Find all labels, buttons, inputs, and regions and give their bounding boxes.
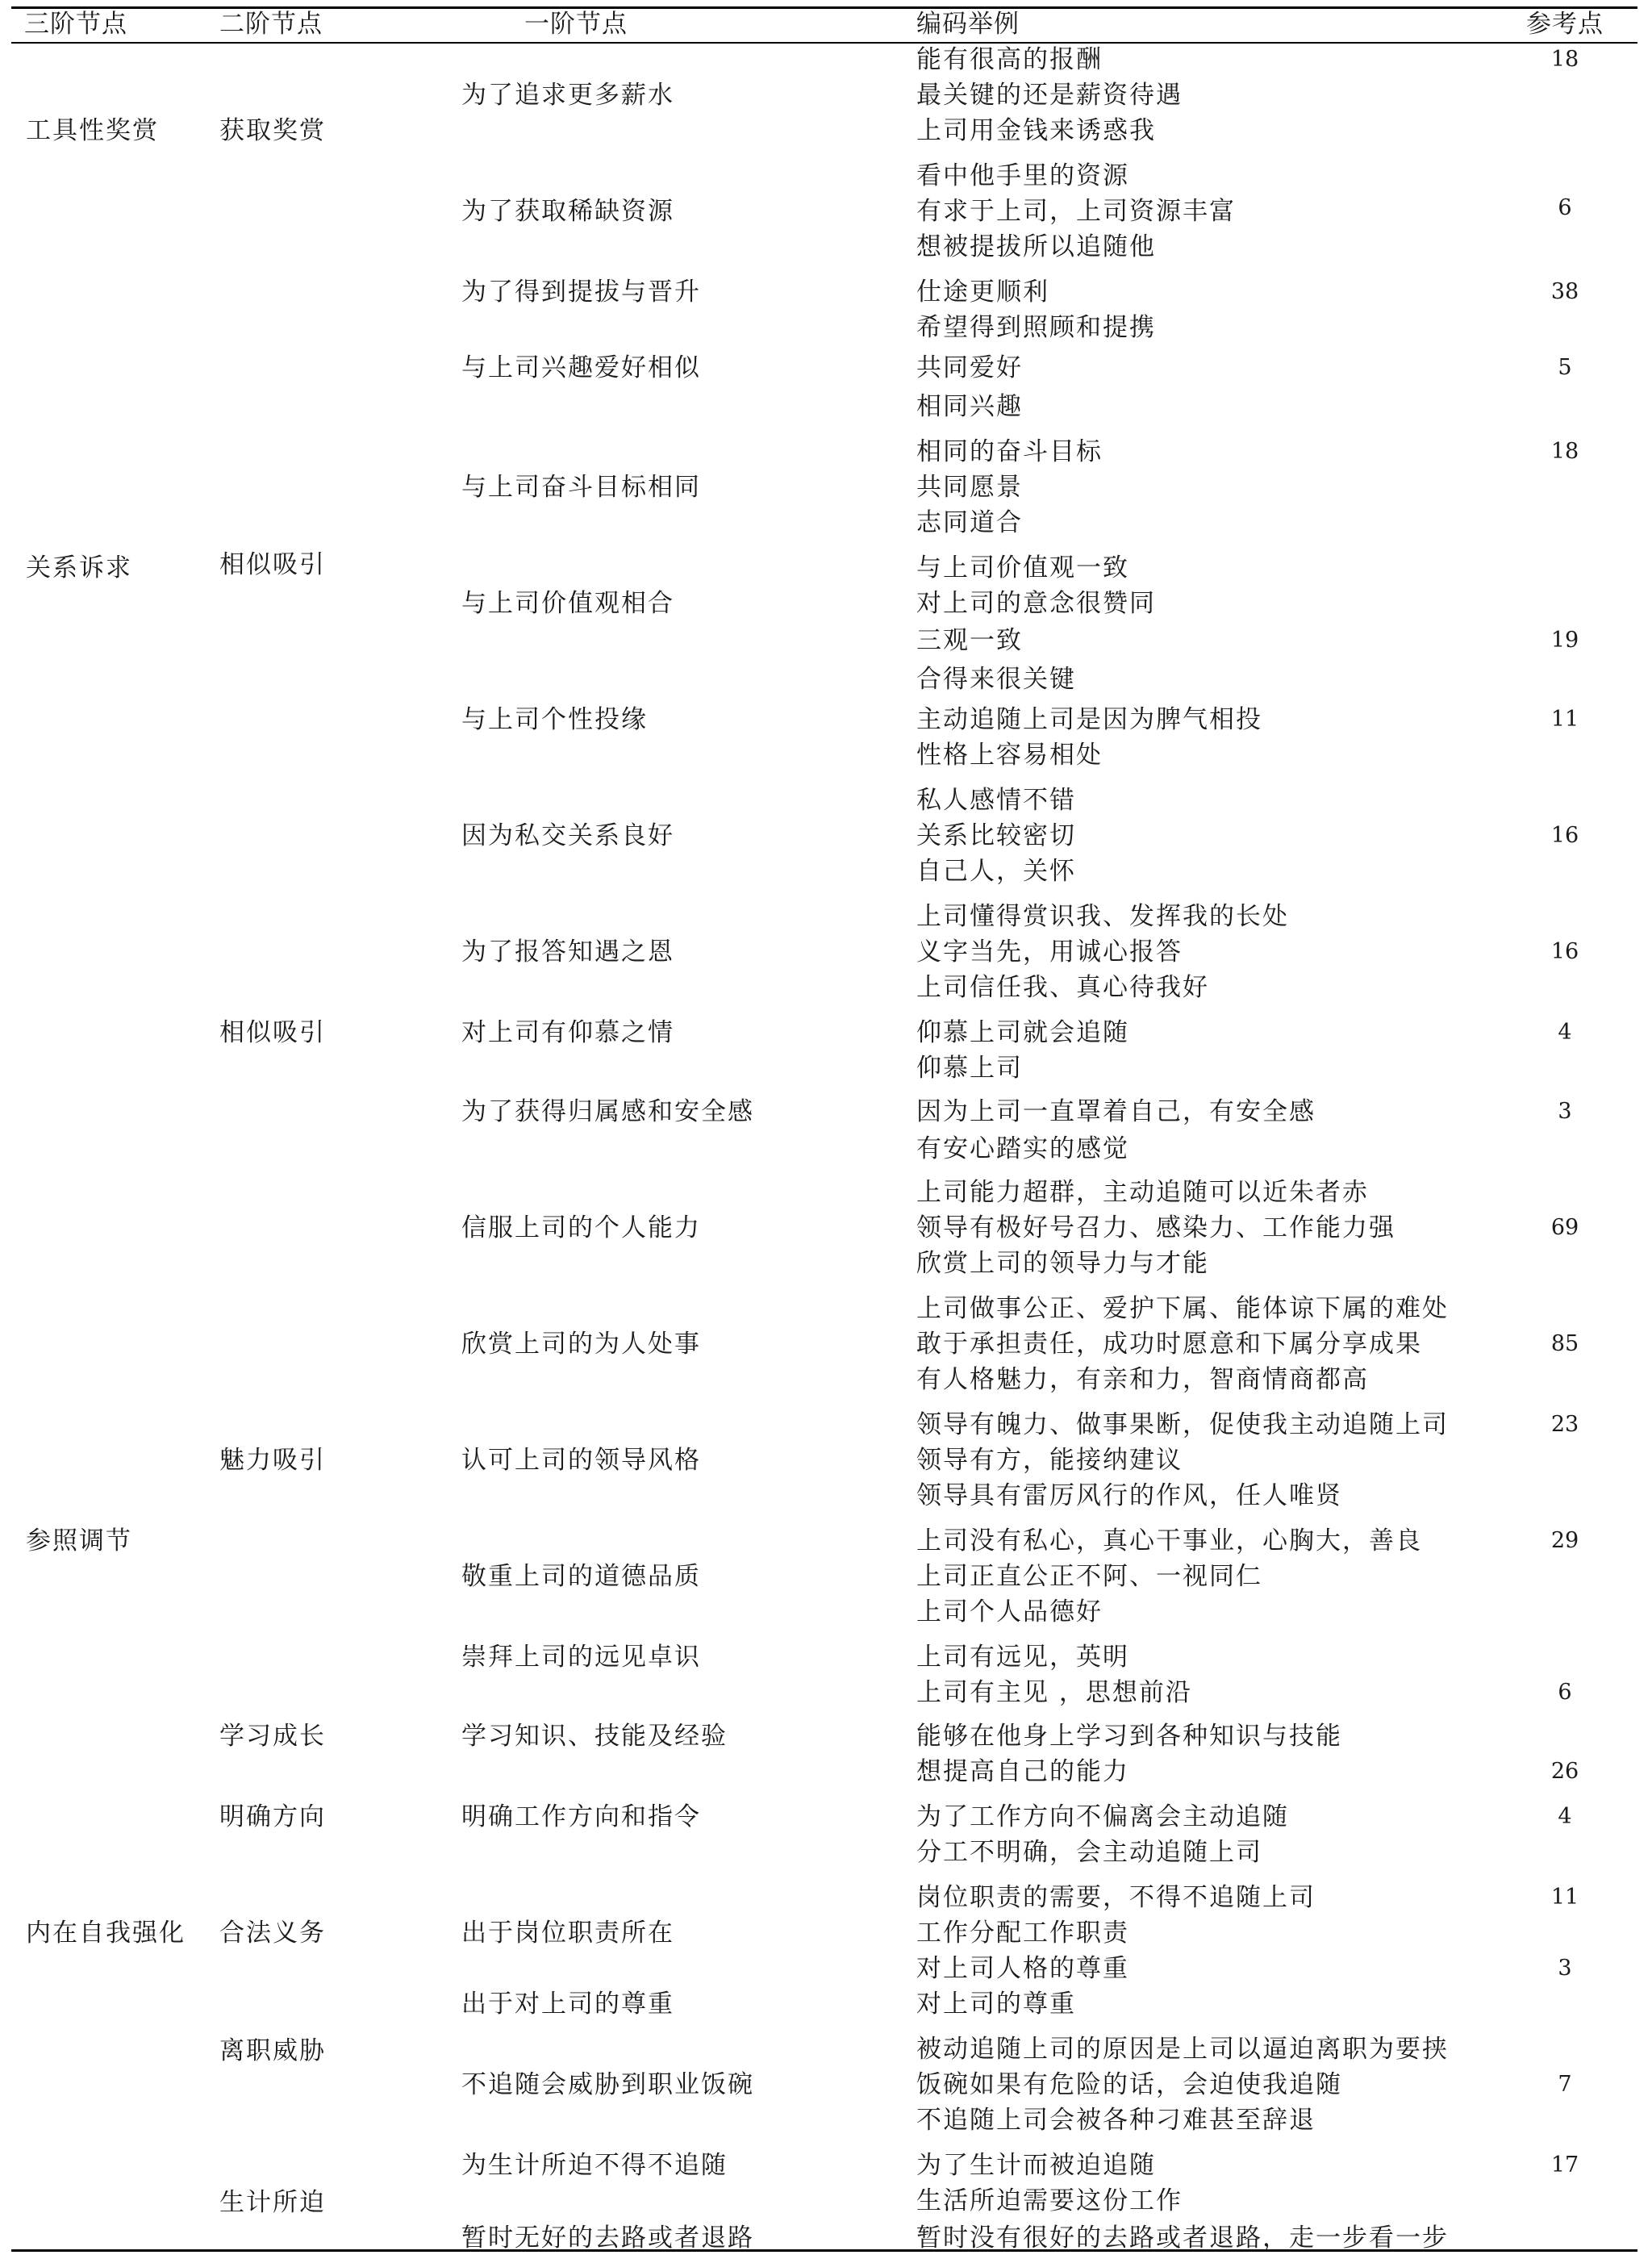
example-line: 领导有极好号召力、感染力、工作能力强 <box>916 1213 1395 1242</box>
tier1-cell: 为生计所迫不得不追随 <box>461 2151 728 2180</box>
example-line: 上司个人品德好 <box>916 1597 1103 1626</box>
ref-count: 4 <box>1558 1804 1572 1829</box>
header-tier1: 一阶节点 <box>524 10 628 39</box>
ref-count: 18 <box>1550 439 1579 464</box>
ref-count: 11 <box>1550 707 1579 732</box>
example-line: 生活所迫需要这份工作 <box>916 2186 1183 2215</box>
example-line: 分工不明确，会主动追随上司 <box>916 1838 1262 1867</box>
ref-count: 5 <box>1558 355 1572 380</box>
tier1-cell: 欣赏上司的为人处事 <box>461 1330 701 1359</box>
tier1-cell: 与上司个性投缘 <box>461 705 648 734</box>
tier2-cell: 获取奖赏 <box>219 116 326 145</box>
table-top-rule <box>11 6 1637 9</box>
ref-count: 11 <box>1550 1885 1579 1910</box>
tier1-cell: 与上司兴趣爱好相似 <box>461 353 701 382</box>
ref-count: 18 <box>1550 47 1579 72</box>
example-line: 自己人，关怀 <box>916 857 1076 886</box>
tier2-cell: 生计所迫 <box>219 2188 326 2217</box>
example-line: 上司正直公正不阿、一视同仁 <box>916 1562 1262 1591</box>
example-line: 上司有远见，英明 <box>916 1643 1129 1672</box>
ref-count: 69 <box>1550 1215 1579 1240</box>
tier1-cell: 对上司有仰慕之情 <box>461 1018 674 1047</box>
tier1-cell: 为了得到提拔与晋升 <box>461 278 701 307</box>
example-line: 共同愿景 <box>916 473 1023 502</box>
header-refs: 参考点 <box>1526 10 1604 39</box>
example-line: 为了生计而被迫追随 <box>916 2151 1156 2180</box>
tier2-cell: 合法义务 <box>219 1919 326 1948</box>
ref-count: 23 <box>1550 1412 1579 1437</box>
example-line: 暂时没有很好的去路或者退路，走一步看一步 <box>916 2224 1449 2253</box>
example-line: 上司没有私心，真心干事业，心胸大，善良 <box>916 1526 1422 1555</box>
ref-count: 26 <box>1550 1759 1579 1784</box>
header-examples: 编码举例 <box>916 10 1020 39</box>
example-line: 有安心踏实的感觉 <box>916 1134 1129 1163</box>
example-line: 上司做事公正、爱护下属、能体谅下属的难处 <box>916 1294 1449 1323</box>
example-line: 能够在他身上学习到各种知识与技能 <box>916 1722 1342 1751</box>
ref-count: 19 <box>1550 628 1579 653</box>
tier1-cell: 信服上司的个人能力 <box>461 1213 701 1242</box>
example-line: 不追随上司会被各种刁难甚至辞退 <box>916 2106 1316 2135</box>
tier1-cell: 学习知识、技能及经验 <box>461 1722 728 1751</box>
ref-count: 16 <box>1550 823 1579 848</box>
example-line: 性格上容易相处 <box>916 741 1103 770</box>
tier1-cell: 为了追求更多薪水 <box>461 81 674 110</box>
tier2-cell: 学习成长 <box>219 1722 326 1751</box>
example-line: 与上司价值观一致 <box>916 553 1129 582</box>
example-line: 仕途更顺利 <box>916 278 1049 307</box>
tier1-cell: 暂时无好的去路或者退路 <box>461 2224 754 2253</box>
tier2-cell: 相似吸引 <box>219 550 326 579</box>
tier2-cell: 离职威胁 <box>219 2036 326 2065</box>
tier3-cell: 关系诉求 <box>26 553 132 582</box>
example-line: 因为上司一直罩着自己，有安全感 <box>916 1097 1316 1126</box>
table-header-rule <box>11 42 1637 44</box>
example-line: 上司能力超群，主动追随可以近朱者赤 <box>916 1178 1369 1207</box>
tier1-cell: 明确工作方向和指令 <box>461 1802 701 1831</box>
ref-count: 6 <box>1558 195 1572 220</box>
example-line: 共同爱好 <box>916 353 1023 382</box>
tier3-cell: 参照调节 <box>26 1526 132 1555</box>
example-line: 饭碗如果有危险的话，会迫使我追随 <box>916 2070 1342 2099</box>
example-line: 志同道合 <box>916 508 1023 537</box>
tier1-cell: 与上司价值观相合 <box>461 589 674 618</box>
example-line: 三观一致 <box>916 626 1023 655</box>
tier3-cell: 内在自我强化 <box>26 1919 186 1948</box>
example-line: 为了工作方向不偏离会主动追随 <box>916 1802 1289 1831</box>
example-line: 上司懂得赏识我、发挥我的长处 <box>916 902 1289 931</box>
tier1-cell: 出于岗位职责所在 <box>461 1919 674 1948</box>
example-line: 私人感情不错 <box>916 786 1076 815</box>
header-tier2: 二阶节点 <box>219 10 323 39</box>
example-line: 对上司的意念很赞同 <box>916 589 1156 618</box>
ref-count: 6 <box>1558 1680 1572 1705</box>
example-line: 仰慕上司 <box>916 1054 1023 1083</box>
example-line: 看中他手里的资源 <box>916 161 1129 190</box>
example-line: 希望得到照顾和提携 <box>916 313 1156 342</box>
example-line: 对上司人格的尊重 <box>916 1954 1129 1983</box>
ref-count: 29 <box>1550 1528 1579 1553</box>
example-line: 主动追随上司是因为脾气相投 <box>916 705 1262 734</box>
example-line: 领导有方，能接纳建议 <box>916 1446 1183 1475</box>
tier1-cell: 为了报答知遇之恩 <box>461 937 674 967</box>
example-line: 工作分配工作职责 <box>916 1919 1129 1948</box>
tier2-cell: 明确方向 <box>219 1802 326 1831</box>
tier1-cell: 崇拜上司的远见卓识 <box>461 1643 701 1672</box>
tier2-cell: 魅力吸引 <box>219 1446 326 1475</box>
example-line: 上司信任我、真心待我好 <box>916 973 1209 1002</box>
example-line: 对上司的尊重 <box>916 1990 1076 2019</box>
tier3-cell: 工具性奖赏 <box>26 116 159 145</box>
ref-count: 16 <box>1550 939 1579 964</box>
header-tier3: 三阶节点 <box>24 10 127 39</box>
example-line: 欣赏上司的领导力与才能 <box>916 1249 1209 1278</box>
ref-count: 7 <box>1558 2072 1572 2097</box>
example-line: 岗位职责的需要，不得不追随上司 <box>916 1883 1316 1912</box>
ref-count: 4 <box>1558 1020 1572 1045</box>
tier1-cell: 出于对上司的尊重 <box>461 1990 674 2019</box>
example-line: 关系比较密切 <box>916 821 1076 850</box>
ref-count: 38 <box>1550 279 1579 304</box>
tier1-cell: 不追随会威胁到职业饭碗 <box>461 2070 754 2099</box>
tier1-cell: 与上司奋斗目标相同 <box>461 473 701 502</box>
tier1-cell: 敬重上司的道德品质 <box>461 1562 701 1591</box>
example-line: 能有很高的报酬 <box>916 45 1103 74</box>
example-line: 有人格魅力，有亲和力，智商情商都高 <box>916 1365 1369 1394</box>
tier2-cell: 相似吸引 <box>219 1018 326 1047</box>
tier1-cell: 认可上司的领导风格 <box>461 1446 701 1475</box>
ref-count: 3 <box>1558 1099 1572 1124</box>
example-line: 相同的奋斗目标 <box>916 437 1103 466</box>
ref-count: 17 <box>1550 2153 1579 2178</box>
example-line: 上司有主见 ，思想前沿 <box>916 1678 1192 1707</box>
tier1-cell: 为了获取稀缺资源 <box>461 197 674 226</box>
example-line: 相同兴趣 <box>916 392 1023 421</box>
ref-count: 3 <box>1558 1956 1572 1981</box>
example-line: 领导具有雷厉风行的作风，任人唯贤 <box>916 1481 1342 1510</box>
example-line: 合得来很关键 <box>916 665 1076 694</box>
example-line: 义字当先，用诚心报答 <box>916 937 1183 967</box>
example-line: 领导有魄力、做事果断，促使我主动追随上司 <box>916 1410 1449 1439</box>
tier1-cell: 因为私交关系良好 <box>461 821 674 850</box>
example-line: 有求于上司，上司资源丰富 <box>916 197 1236 226</box>
example-line: 敢于承担责任，成功时愿意和下属分享成果 <box>916 1330 1422 1359</box>
example-line: 仰慕上司就会追随 <box>916 1018 1129 1047</box>
tier1-cell: 为了获得归属感和安全感 <box>461 1097 754 1126</box>
example-line: 想被提拔所以追随他 <box>916 232 1156 261</box>
ref-count: 85 <box>1550 1331 1579 1356</box>
example-line: 最关键的还是薪资待遇 <box>916 81 1183 110</box>
example-line: 被动追随上司的原因是上司以逼迫离职为要挟 <box>916 2035 1449 2064</box>
example-line: 想提高自己的能力 <box>916 1757 1129 1786</box>
example-line: 上司用金钱来诱惑我 <box>916 116 1156 145</box>
